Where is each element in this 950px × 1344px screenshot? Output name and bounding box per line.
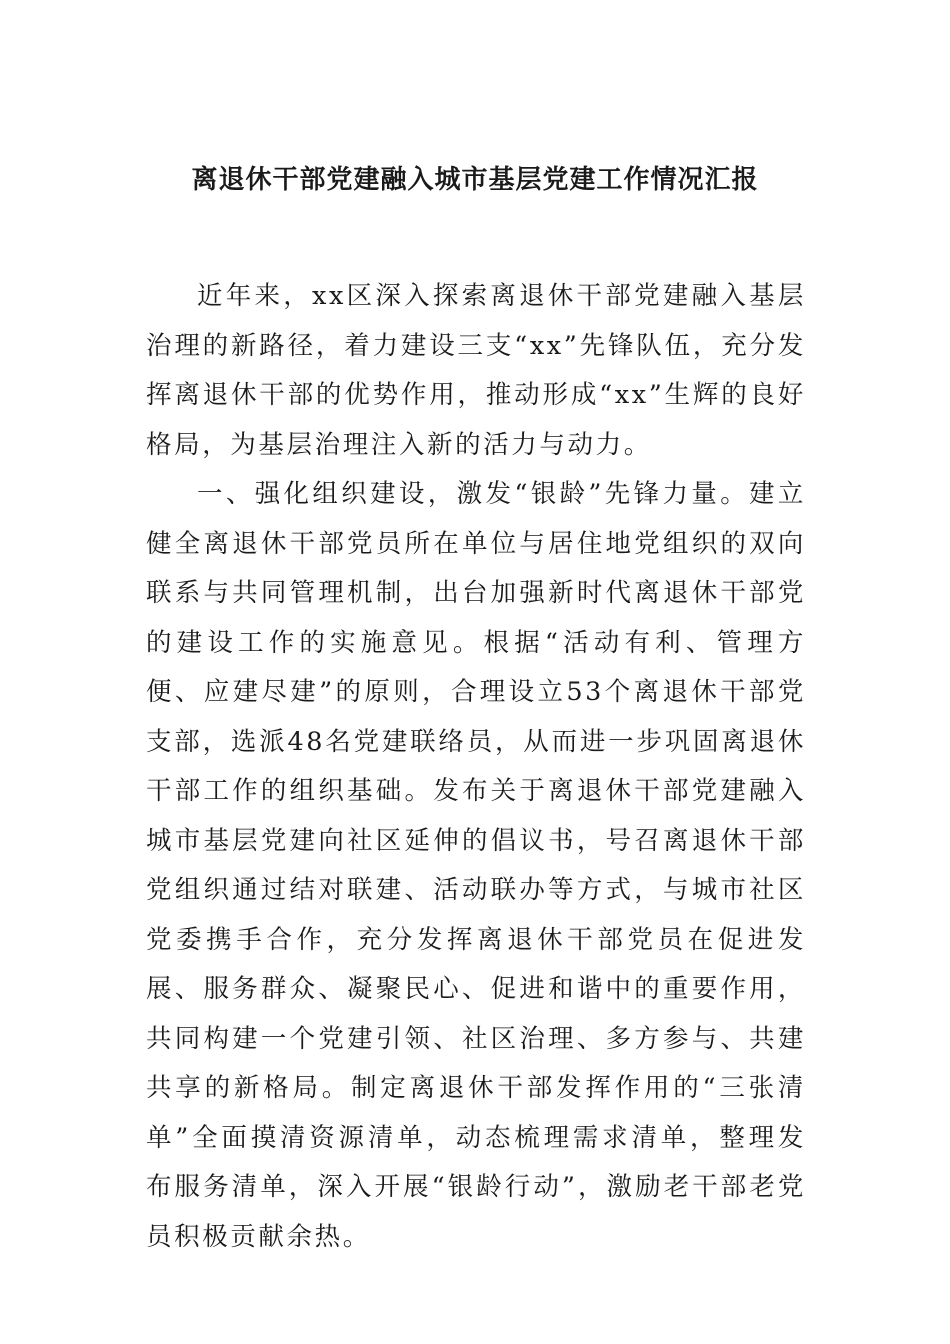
paragraph-section-one: 一、强化组织建设，激发“银龄”先锋力量。建立健全离退休干部党员所在单位与居住地党组织的双向联系与共同管理机制，出台加强新时代离退休干部党的建设工作的实施意见。根据“活动有利、管理方便、应建尽建”的原则，合理设立53个离退休干部党支部，选派48名党建联络员，从而进一步巩固离退休干部工作的组织基础。发布关于离退休干部党建融入城市基层党建向社区延伸的倡议书，号召离退休干部党组织通过结对联建、活动联办等方式，与城市社区党委携手合作，充分发挥离退休干部党员在促进发展、服务群众、凝聚民心、促进和谐中的重要作用，共同构建一个党建引领、社区治理、多方参与、共建共享的新格局。制定离退休干部发挥作用的“三张清单”全面摸清资源清单，动态梳理需求清单，整理发布服务清单，深入开展“银龄行动”，激励老干部老党员积极贡献余热。 <box>146 479 806 1252</box>
paragraph-intro: 近年来，xx区深入探索离退休干部党建融入基层治理的新路径，着力建设三支“xx”先锋队伍，充分发挥离退休干部的优势作用，推动形成“xx”生辉的良好格局，为基层治理注入新的活力与动力。 <box>146 281 806 460</box>
document-title: 离退休干部党建融入城市基层党建工作情况汇报 <box>191 165 759 195</box>
document-body <box>146 272 806 1262</box>
